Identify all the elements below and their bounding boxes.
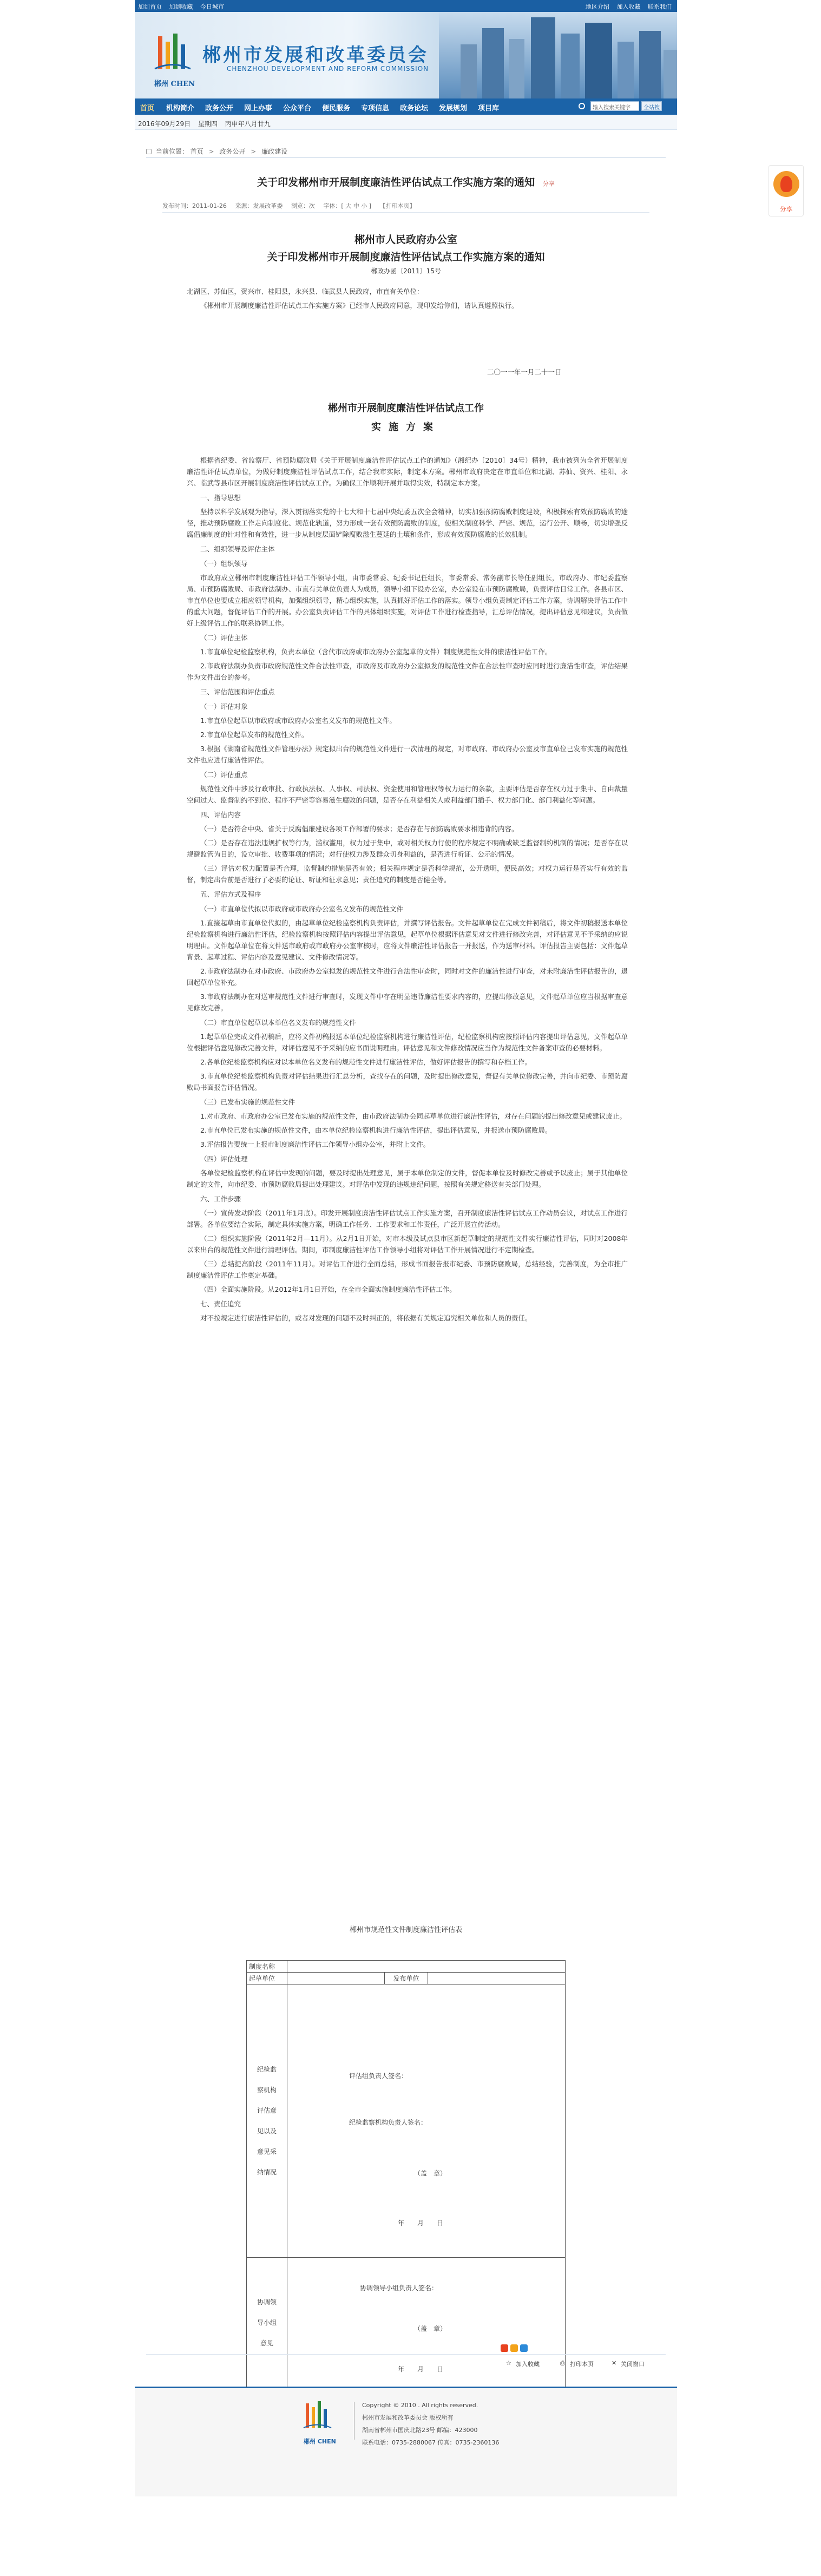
breadcrumb-public-affairs[interactable]: 政务公开 bbox=[219, 148, 246, 155]
site-subtitle: CHENZHOU DEVELOPMENT AND REFORM COMMISSION bbox=[227, 65, 429, 73]
nav-item-public-platform[interactable]: 公众平台 bbox=[283, 104, 312, 113]
document-issuer: 郴州市人民政府办公室 bbox=[354, 234, 457, 246]
plan-heading: （一）组织领导 bbox=[200, 560, 248, 568]
plan-paragraph: 2.各单位纪检监察机构应对以本单位名义发布的规范性文件进行廉洁性评估，做好评估报告的撰写和存档工作。 bbox=[200, 1058, 531, 1066]
plan-heading: （一）评估对象 bbox=[200, 702, 248, 711]
article-meta bbox=[162, 201, 649, 210]
plan-paragraph: 2.市直单位起草发布的规范性文件。 bbox=[200, 731, 308, 739]
plan-heading: 二、组织领导及评估主体 bbox=[200, 545, 275, 553]
plan-title: 郴州市开展制度廉洁性评估试点工作 bbox=[328, 403, 484, 414]
footer-phone: 联系电话：0735-2880067 传真：0735-2360136 bbox=[362, 2439, 500, 2446]
footer-copyright: Copyright © 2010 . All rights reserved. bbox=[362, 2402, 478, 2409]
plan-heading: （二）评估重点 bbox=[200, 771, 248, 779]
site-title: 郴州市发展和改革委员会 bbox=[202, 44, 429, 66]
tool-print[interactable]: 打印本页 bbox=[570, 2361, 594, 2368]
nav-item-special-info[interactable]: 专项信息 bbox=[361, 104, 390, 113]
plan-paragraph: （一）是否符合中央、省关于反腐倡廉建设各项工作部署的要求；是否存在与预防腐败要求相违背的内容。 bbox=[200, 825, 518, 833]
qzone-icon[interactable] bbox=[510, 2344, 518, 2352]
form-value-drafter bbox=[287, 1973, 385, 1984]
form-label-name: 制度名称 bbox=[247, 1961, 287, 1973]
share-toolbar bbox=[501, 2343, 658, 2376]
article-title-text: 关于印发郴州市开展制度廉洁性评估试点工作实施方案的通知 bbox=[257, 176, 535, 188]
footer-logo-text: 郴州 CHEN bbox=[304, 2438, 336, 2445]
meta-font-size[interactable]: 字体：[ 大 中 小 ] bbox=[323, 202, 372, 209]
form-section2-label-text: 协调领导小组意见 bbox=[257, 2298, 277, 2347]
breadcrumb bbox=[146, 147, 666, 156]
form-sign-evaluator: 评估组负责人签名： bbox=[349, 2072, 408, 2080]
share-button[interactable]: 分享 bbox=[542, 180, 555, 187]
plan-paragraph: 3.市直单位纪检监察机构负责对评估结果进行汇总分析，查找存在的问题，及时提出修改意见，督促有关单位修改完善，并向市纪委、市预防腐败局书面报告评估情况。 bbox=[187, 1072, 628, 1092]
floating-share-label[interactable]: 分享 bbox=[779, 206, 793, 213]
logo-text: 郴州 CHEN bbox=[154, 80, 195, 88]
plan-paragraph: （一）宣传发动阶段（2011年1月底）。印发开展制度廉洁性评估试点工作实施方案，召开制度廉洁性评估试点工作动员会议，对试点工作进行部署。各单位要结合实际，制定具体实施方案，明确工作任务、工作要求和工作责任，广泛开展宣传活动。 bbox=[187, 1209, 628, 1228]
plan-subtitle: 实施方案 bbox=[371, 422, 441, 433]
nav-item-online-service[interactable]: 网上办事 bbox=[244, 104, 273, 113]
plan-paragraph: （二）组织实施阶段（2011年2月—11月）。从2月1日开始，对市本级及试点县市区新起草制定的规范性文件实行廉洁性评估，同时对2008年以来出台的规范性文件进行清理评估。期间，市制度廉洁性评估工作领导小组将对评估工作开展情况进行不定期检查。 bbox=[187, 1234, 628, 1254]
weibo-icon[interactable] bbox=[501, 2344, 508, 2352]
breadcrumb-label: 当前位置： bbox=[155, 148, 188, 155]
share-more-icon[interactable] bbox=[520, 2344, 528, 2352]
breadcrumb-separator: > bbox=[251, 148, 257, 155]
nav-item-convenience[interactable]: 便民服务 bbox=[322, 104, 351, 113]
plan-paragraph: 各单位纪检监察机构在评估中发现的问题，要及时提出处理意见，属于本单位制定的文件，督促本单位及时修改完善或予以废止；属于其他单位制定的文件，向市纪委、市预防腐败局提出处理建议。对评估中发现的违规违纪问题，按照有关规定移送有关部门处理。 bbox=[187, 1169, 628, 1188]
search-icon bbox=[579, 103, 585, 109]
top-bar-right-links bbox=[580, 2, 672, 11]
location-icon bbox=[146, 149, 152, 154]
plan-heading: 一、指导思想 bbox=[200, 494, 241, 502]
plan-paragraph: 坚持以科学发展观为指导，深入贯彻落实党的十七大和十七届中央纪委五次全会精神，切实加强预防腐败制度建设，积极探索有效预防腐败的途径，推动预防腐败工作走向制度化、规范化轨道，努力形成一套有效预防腐败的制度，使相关制度科学、严密、规范，运行公开、顺畅，切实增强反腐倡廉制度的针对性和有效性，进一步从制度层面铲除腐败滋生蔓延的土壤和条件，形成有效预防腐败的长效机制。 bbox=[187, 508, 628, 538]
lunar-date: 丙申年八月廿九 bbox=[225, 120, 271, 128]
top-bar bbox=[135, 0, 677, 12]
plan-paragraph: 市政府成立郴州市制度廉洁性评估工作领导小组，由市委常委、纪委书记任组长，市委常委、常务副市长等任副组长，市政府办、市纪委监察局、市预防腐败局、市政府法制办、市直有关单位负责人为成员，领导小组下设办公室，办公室设在市预防腐败局，负责评估日常工作。各县市区、市直单位也要成立相应领导机构，加强组织领导，精心组织实施，认真抓好评估工作的落实。领导小组负责制定评估工作方案，协调解决评估工作中的重大问题，督促评估工作的开展。办公室负责评估工作的具体组织实施，对评估工作进行检查指导，汇总评估情况，提出评估意见和建议，负责做好上级评估工作的联系协调工作。 bbox=[187, 574, 628, 627]
form-value-publisher bbox=[428, 1973, 566, 1984]
top-link-add-favorite[interactable]: 加入收藏 bbox=[616, 3, 641, 10]
plan-paragraph: 1.市直单位起草以市政府或市政府办公室名义发布的规范性文件。 bbox=[200, 717, 396, 725]
close-icon[interactable]: ✕ bbox=[612, 2360, 617, 2367]
form-sign-supervisor: 纪检监察机构负责人签名： bbox=[349, 2119, 428, 2126]
nav-item-about[interactable]: 机构简介 bbox=[166, 104, 195, 113]
form-label-drafter: 起草单位 bbox=[247, 1973, 287, 1984]
breadcrumb-integrity[interactable]: 廉政建设 bbox=[261, 148, 288, 155]
document-number: 郴政办函〔2011〕15号 bbox=[371, 267, 441, 275]
plan-paragraph: 3.市政府法制办在对送审规范性文件进行审查时，发现文件中存在明显违背廉洁性要求内容的，应提出修改意见，文件起草单位应当根据审查意见修改完善。 bbox=[187, 993, 628, 1012]
evaluation-form-table bbox=[246, 1960, 566, 2388]
form-date: 年 月 日 bbox=[398, 2219, 444, 2227]
plan-heading: 四、评估内容 bbox=[200, 811, 241, 819]
nav-item-forum[interactable]: 政务论坛 bbox=[400, 104, 429, 113]
top-link-contact[interactable]: 联系我们 bbox=[648, 3, 672, 10]
nav-item-planning[interactable]: 发展规划 bbox=[439, 104, 468, 113]
plan-paragraph: 1.对市政府、市政府办公室已发布实施的规范性文件，由市政府法制办会同起草单位进行廉洁性评估，对存在问题的提出修改意见或建议废止。 bbox=[200, 1112, 626, 1120]
nav-item-projects[interactable]: 项目库 bbox=[478, 104, 500, 113]
share-logo-icon[interactable] bbox=[773, 171, 799, 197]
plan-paragraph: 3.评估报告要统一上报市制度廉洁性评估工作领导小组办公室，并附上文件。 bbox=[200, 1140, 430, 1148]
form-section1-label-text: 纪检监察机构评估意见以及意见采纳情况 bbox=[257, 2066, 277, 2176]
form-section1-label bbox=[247, 1984, 287, 2258]
plan-paragraph: 3.根据《湖南省规范性文件管理办法》规定拟出台的规范性文件进行一次清理的规定，对市政府、市政府办公室及市直单位已发布实施的规范性文件也应进行廉洁性评估。 bbox=[187, 745, 628, 764]
plan-paragraph: 1.市直单位纪检监察机构，负责本单位（含代市政府或市政府办公室起草的文件）制度规范性文件的廉洁性评估工作。 bbox=[200, 648, 552, 656]
plan-paragraph: 2.市政府法制办负责市政府规范性文件合法性审查，市政府及市政府办公室拟发的规范性文件在合法性审查时应同时进行廉洁性审查，评估结果作为文件出台的参考。 bbox=[187, 662, 628, 681]
plan-paragraph: 规范性文件中涉及行政审批、行政执法权、人事权、司法权、资金使用和管理权等权力运行的条款，主要评估是否存在权力过于集中、自由裁量空间过大、监督制约不到位、程序不严密等容易滋生腐败的问题，是否存在利益相关人或利益部门插手、权力部门化、部门利益化等问题。 bbox=[187, 785, 628, 804]
add-favorite-icon[interactable]: ☆ bbox=[506, 2360, 511, 2367]
search-button[interactable]: 全站搜 bbox=[641, 101, 662, 111]
site-logo-icon[interactable] bbox=[154, 31, 192, 82]
tool-close[interactable]: 关闭窗口 bbox=[621, 2361, 645, 2368]
divider bbox=[162, 212, 649, 213]
plan-paragraph: （二）是否存在违法违规扩权等行为，滥权滥用，权力过于集中，或对相关权力行使的程序规定不明确或缺乏监督制约机制的情况；是否存在以规避监管为目的，设立审批、收费事项的情况；对行使权力涉及群众切身利益的，是否进行听证、公示的情况。 bbox=[187, 839, 628, 858]
document-title: 关于印发郴州市开展制度廉洁性评估试点工作实施方案的通知 bbox=[267, 251, 545, 263]
date-bar bbox=[135, 115, 677, 130]
meta-views: 浏览：次 bbox=[291, 202, 315, 209]
tool-add-favorite[interactable]: 加入收藏 bbox=[516, 2361, 540, 2368]
form-sign-coordinator: 协调领导小组负责人签名： bbox=[360, 2284, 438, 2292]
meta-publish-time: 发布时间：2011-01-26 bbox=[162, 202, 227, 209]
nav-item-public-affairs[interactable]: 政务公开 bbox=[205, 104, 234, 113]
form-seal: （盖 章） bbox=[414, 2325, 447, 2332]
form-value-name bbox=[287, 1961, 566, 1973]
plan-heading: 五、评估方式及程序 bbox=[200, 890, 261, 898]
form-section1-content bbox=[287, 1984, 566, 2258]
notice-body bbox=[187, 286, 628, 314]
breadcrumb-home[interactable]: 首页 bbox=[190, 148, 203, 155]
top-link-intro[interactable]: 地区介绍 bbox=[586, 3, 609, 10]
plan-heading: 七、责任追究 bbox=[200, 1300, 241, 1308]
plan-paragraph: 2.市直单位已发布实施的规范性文件，由本单位纪检监察机构进行廉洁性评估，提出评估意见，并报送市预防腐败局。 bbox=[200, 1126, 552, 1134]
article-title bbox=[135, 174, 677, 189]
footer-info bbox=[362, 2399, 499, 2449]
plan-heading: 六、工作步骤 bbox=[200, 1195, 241, 1203]
plan-heading: （二）评估主体 bbox=[200, 634, 248, 642]
social-share-icons[interactable] bbox=[501, 2343, 533, 2353]
plan-heading: （三）已发布实施的规范性文件 bbox=[200, 1098, 295, 1106]
plan-heading: （四）评估处理 bbox=[200, 1155, 248, 1163]
plan-paragraph: （三）总结提高阶段（2011年11月）。对评估工作进行全面总结，形成书面报告报市纪委、市预防腐败局，总结经验，完善制度，为全市推广制度廉洁性评估工作奠定基础。 bbox=[187, 1260, 628, 1279]
form-section2-label bbox=[247, 2258, 287, 2388]
footer-logo-icon bbox=[303, 2399, 332, 2437]
top-link-home[interactable]: 加到首页 bbox=[138, 3, 162, 10]
form-label-publisher: 发布单位 bbox=[385, 1973, 428, 1984]
plan-paragraph: （三）评估对权力配置是否合理，监督制约措施是否有效；相关程序规定是否科学规范，公开透明，便民高效；对权力运行是否实行有效的监督，制定出台前是否进行了必要的论证、听证和征求意见；责任追究的制度是否健全等。 bbox=[187, 864, 628, 884]
plan-heading: （二）市直单位起草以本单位名义发布的规范性文件 bbox=[200, 1018, 356, 1027]
current-weekday: 星期四 bbox=[198, 120, 218, 128]
plan-paragraph: 根据省纪委、省监察厅、省预防腐败局《关于开展制度廉洁性评估试点工作的通知》（湘纪办〔2010〕34号）精神，我市被列为全省开展制度廉洁性评估试点单位，为做好制度廉洁性评估试点工作，结合我市实际，制定本方案。郴州市政府决定在市直单位和北湖、苏仙、资兴、桂阳、永兴、临武等县市区开展制度廉洁性评估试点工作。为确保工作顺利开展并取得实效，特制定本方案。 bbox=[187, 456, 628, 487]
footer-owner: 郴州市发展和改革委员会 版权所有 bbox=[362, 2414, 454, 2421]
floating-share-widget[interactable] bbox=[769, 165, 804, 216]
plan-heading: （一）市直单位代拟以市政府或市政府办公室名义发布的规范性文件 bbox=[200, 905, 404, 913]
footer bbox=[135, 2388, 677, 2496]
notice-recipients: 北湖区、苏仙区，资兴市、桂阳县，永兴县、临武县人民政府，市直有关单位： bbox=[187, 287, 424, 295]
search-input[interactable]: 输入搜索关键字 bbox=[590, 101, 639, 111]
top-bar-left-links bbox=[138, 2, 229, 11]
form-date: 年 月 日 bbox=[398, 2365, 444, 2373]
top-link-city[interactable]: 今日城市 bbox=[200, 3, 224, 10]
current-date: 2016年09月29日 bbox=[138, 120, 191, 128]
notice-intro: 《郴州市开展制度廉洁性评估试点工作实施方案》已经市人民政府同意，现印发给你们，请认真遵照执行。 bbox=[200, 301, 518, 310]
plan-heading: 三、评估范围和评估重点 bbox=[200, 688, 275, 696]
main-nav bbox=[135, 98, 677, 115]
plan-paragraph: 对不按规定进行廉洁性评估的，或者对发现的问题不及时纠正的，将依据有关规定追究相关单位和人员的责任。 bbox=[200, 1314, 532, 1322]
form-title: 郴州市规范性文件制度廉洁性评估表 bbox=[349, 1926, 462, 1934]
breadcrumb-separator: > bbox=[208, 148, 214, 155]
plan-paragraph: （四）全面实施阶段。从2012年1月1日开始，在全市全面实施制度廉洁性评估工作。 bbox=[200, 1285, 456, 1293]
plan-paragraph: 1.直接起草由市直单位代拟的，由起草单位纪检监察机构负责评估，并撰写评估报告。文件起草单位在完成文件初稿后，将文件初稿报送本单位纪检监察机构进行廉洁性评估，纪检监察机构按照评估内容提出评估意见，起草单位根据评估意见对文件进行修改完善，对评估意见不予采纳的应说明理由。文件起草单位在将文件送市政府或市政府办公室审核时，应将文件廉洁性评估报告一并报送，作为送审材料。评估报告主要包括：文件起草背景、起草过程、评估内容及意见建议、文件修改情况等。 bbox=[187, 919, 628, 961]
meta-source: 来源：发展改革委 bbox=[235, 202, 283, 209]
plan-body bbox=[187, 455, 628, 1326]
plan-paragraph: 1.起草单位完成文件初稿后，应将文件初稿报送本单位纪检监察机构进行廉洁性评估，纪检监察机构应按照评估内容提出评估意见，文件起草单位根据评估意见修改完善文件，对评估意见不予采纳的应书面说明理由。评估意见和文件修改情况应当作为规范性文件备案审查的必要材料。 bbox=[187, 1033, 628, 1052]
print-icon[interactable]: ⎙ bbox=[560, 2360, 565, 2367]
form-seal: （盖 章） bbox=[414, 2170, 447, 2177]
plan-paragraph: 2.市政府法制办在对市政府、市政府办公室拟发的规范性文件进行合法性审查时，同时对文件的廉洁性进行审查，对未附廉洁性评估报告的，退回起草单位补充。 bbox=[187, 967, 628, 987]
sign-date: 二〇一一年一月二十一日 bbox=[487, 368, 562, 376]
header-banner bbox=[135, 12, 677, 98]
footer-address: 湖南省郴州市国庆北路23号 邮编：423000 bbox=[362, 2427, 478, 2434]
nav-item-home[interactable]: 首页 bbox=[140, 104, 155, 113]
top-link-favorite[interactable]: 加到收藏 bbox=[169, 3, 193, 10]
meta-print[interactable]: 【打印本页】 bbox=[379, 202, 416, 209]
city-skyline-image bbox=[439, 12, 677, 98]
